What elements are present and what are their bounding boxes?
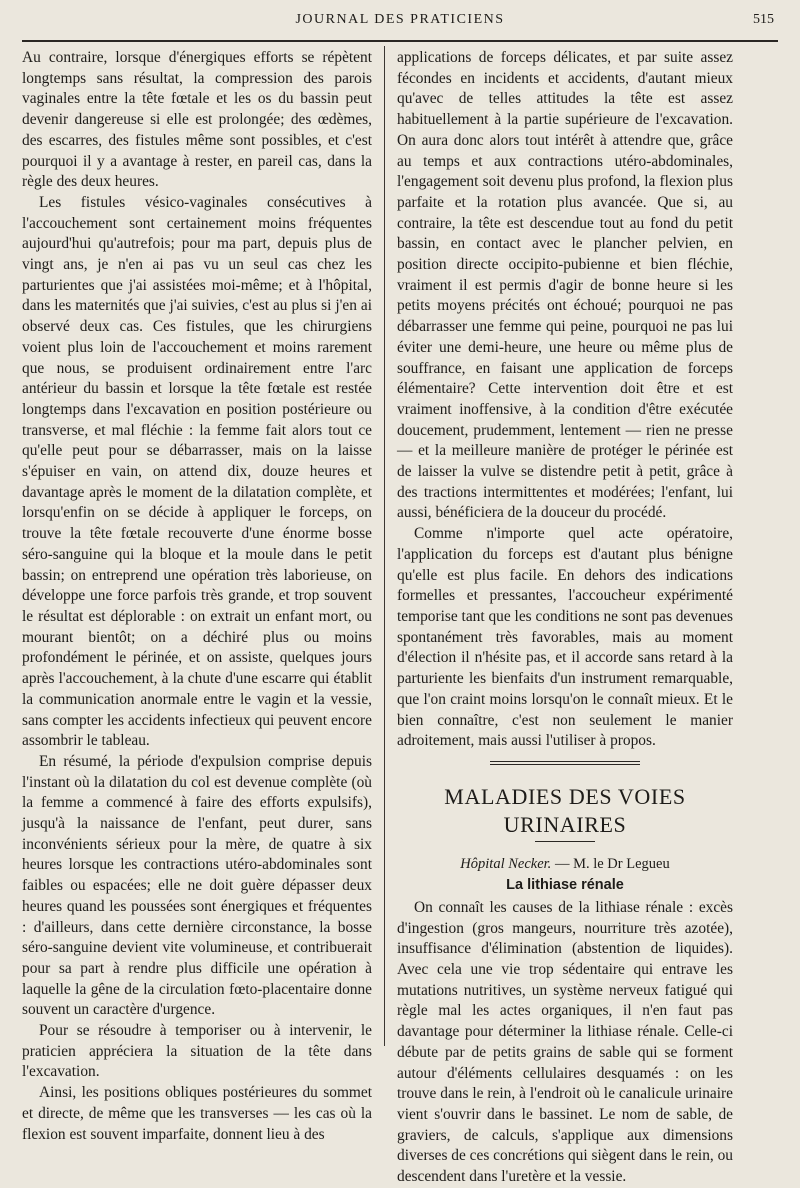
paragraph: En résumé, la période d'expulsion comprise depuis l'instant où la dilatation du col est devenue complète (où la femme a commencé à faire des efforts expulsifs), jusqu'à la naissance de l'enfant, peut durer, sans inconvénients sérieux pour la mère, de quatre à six heures lorsque les contractions utéro-abdominales sont faibles ou espacées; elle ne doit guère dépasser deux heures quand les poussées sont énergiques et fréquentes : d'ailleurs, dans cette dernière circonstance, la bosse séro-sanguine devient vite volumineuse, et contribuerait pour sa part à rendre plus difficile une opération à laquelle la gêne de la circulation fœto-placentaire donne souvent un caractère d'urgence.	[22, 752, 372, 1019]
page-number: 515	[753, 12, 774, 27]
left-column	[22, 48, 372, 1145]
header-rule	[22, 40, 778, 42]
paragraph: Les fistules vésico-vaginales consécutives à l'accouchement sont certainement moins fréquentes aujourd'hui qu'autrefois; pour ma part, depuis plus de vingt ans, je n'en ai pas vu un seul cas chez les parturientes que j'ai assistées moi-même; et à l'hôpital, dans les maternités que j'ai suivies, c'est au plus si j'en ai observé deux cas. Ces fistules, que les chirurgiens voient plus loin de l'accouchement et moins rarement que nous, se produisent ordinairement entre l'arc antérieur du bassin et lorsque la tête fœtale est restée longtemps dans l'excavation en position postérieure ou transverse, et mal fléchie : la femme fait alors tout ce qu'elle peut pour se débarrasser, mais on la laisse s'épuiser en vain, on attend dix, douze heures et davantage après le moment de la dilatation complète, et lorsqu'enfin on se décide à appliquer le forceps, on trouve la tête fœtale recouverte d'une énorme bosse séro-sanguine qui la bloque et la moule dans le petit bassin; on entreprend une opération très laborieuse, on développe une force parfois très grande, et trop souvent le résultat est déplorable : on extrait un enfant mort, ou mourant bientôt; on a déchiré plus ou moins profondément le périnée, et on assiste, quelques jours après l'accouchement, à la chute d'une escarre qui établit la communication anormale entre le vagin et la vessie, sans compter les accidents infectieux qui peuvent encore assombrir le tableau.	[22, 193, 372, 750]
right-column	[397, 48, 733, 1188]
paragraph: On connaît les causes de la lithiase rénale : excès d'ingestion (gros mangeurs, nourriture très azotée), insuffisance d'élimination (abstention de liquides). Avec cela une vie trop sédentaire qui entrave les mutations nutritives, un système nerveux fatigué qui règle mal les actes organiques, il n'en faut pas davantage pour déterminer la lithiase rénale. Celle-ci débute par de petits grains de sable qui se forment autour d'éléments cellulaires desquamés : on les trouve dans le rein, à l'endroit où le canalicule urinaire vient s'ouvrir dans le bassinet. Le nom de sable, de graviers, de calculs, s'applique aux dimensions diverses de ces concrétions qui siègent dans le rein, ou descendent dans l'uretère et la vessie.	[397, 898, 733, 1186]
paragraph: applications de forceps délicates, et par suite assez fécondes en incidents et accidents, d'autant mieux qu'avec de telles attitudes la tête est assez habituellement à la partie supérieure de l'excavation. On aura donc alors tout intérêt à attendre que, grâce au temps et aux contractions utéro-abdominales, l'engagement soit devenu plus profond, la flexion plus parfaite et la rotation plus avancée. Que si, au contraire, la tête est descendue tout au fond du petit bassin, en contact avec le plancher pelvien, en position directe occipito-pubienne et bien fléchie, vraiment il est permis d'agir de bonne heure si les petits moyens précités ont échoué; pourquoi ne pas débarrasser une femme qui peine, pourquoi ne pas lui éviter une demi-heure, une heure ou même plus de souffrance, en faisant une application de forceps élémentaire? Cette intervention doit être et est vraiment inoffensive, à la condition d'être exécutée doucement, prudemment, lentement — rien ne presse — et la meilleure manière de protéger le périnée est de laisser la vulve se distendre petit à petit, grâce à des tractions intermittentes et modérées; l'enfant, lui aussi, bénéficiera de la douceur du procédé.	[397, 49, 733, 522]
heading-rule	[535, 841, 595, 842]
byline	[397, 854, 733, 874]
paragraph: Ainsi, les positions obliques postérieures du sommet et directe, de même que les transverses — les cas où la flexion est souvent imparfaite, donnent lieu à des	[22, 1084, 372, 1143]
section-separator	[490, 761, 640, 765]
article-title: La lithiase rénale	[506, 876, 624, 893]
section-heading: MALADIES DES VOIES URINAIRES	[444, 783, 686, 837]
column-divider	[384, 46, 385, 1046]
running-header	[20, 12, 780, 38]
paragraph: Au contraire, lorsque d'énergiques efforts se répètent longtemps sans résultat, la compression des parois vaginales entre la tête fœtale et les os du bassin peut devenir dangereuse si elle est prolongée; des œdèmes, des escarres, des fistules même sont possibles, et c'est pourquoi il y a avantage à rester, en pareil cas, dans la règle des deux heures.	[22, 49, 372, 191]
byline-author: — M. le Dr Legueu	[551, 855, 670, 872]
journal-title: JOURNAL DES PRATICIENS	[295, 12, 505, 27]
paragraph: Pour se résoudre à temporiser ou à intervenir, le praticien appréciera la situation de la tête dans l'excavation.	[22, 1022, 372, 1081]
byline-hospital: Hôpital Necker.	[460, 855, 552, 872]
paragraph: Comme n'importe quel acte opératoire, l'application du forceps est d'autant plus bénigne qu'elle est plus facile. En dehors des indications formelles et pressantes, l'accoucheur expérimenté temporise tant que les conditions ne sont pas devenues spontanément très favorables, mais au moment d'élection il n'hésite pas, et il accorde sans retard à la parturiente les bienfaits d'un instrument remarquable, que l'on craint moins lorsqu'on le connaît mieux. Et le bien connaître, c'est non seulement le manier adroitement, mais aussi l'utiliser à propos.	[397, 525, 733, 750]
